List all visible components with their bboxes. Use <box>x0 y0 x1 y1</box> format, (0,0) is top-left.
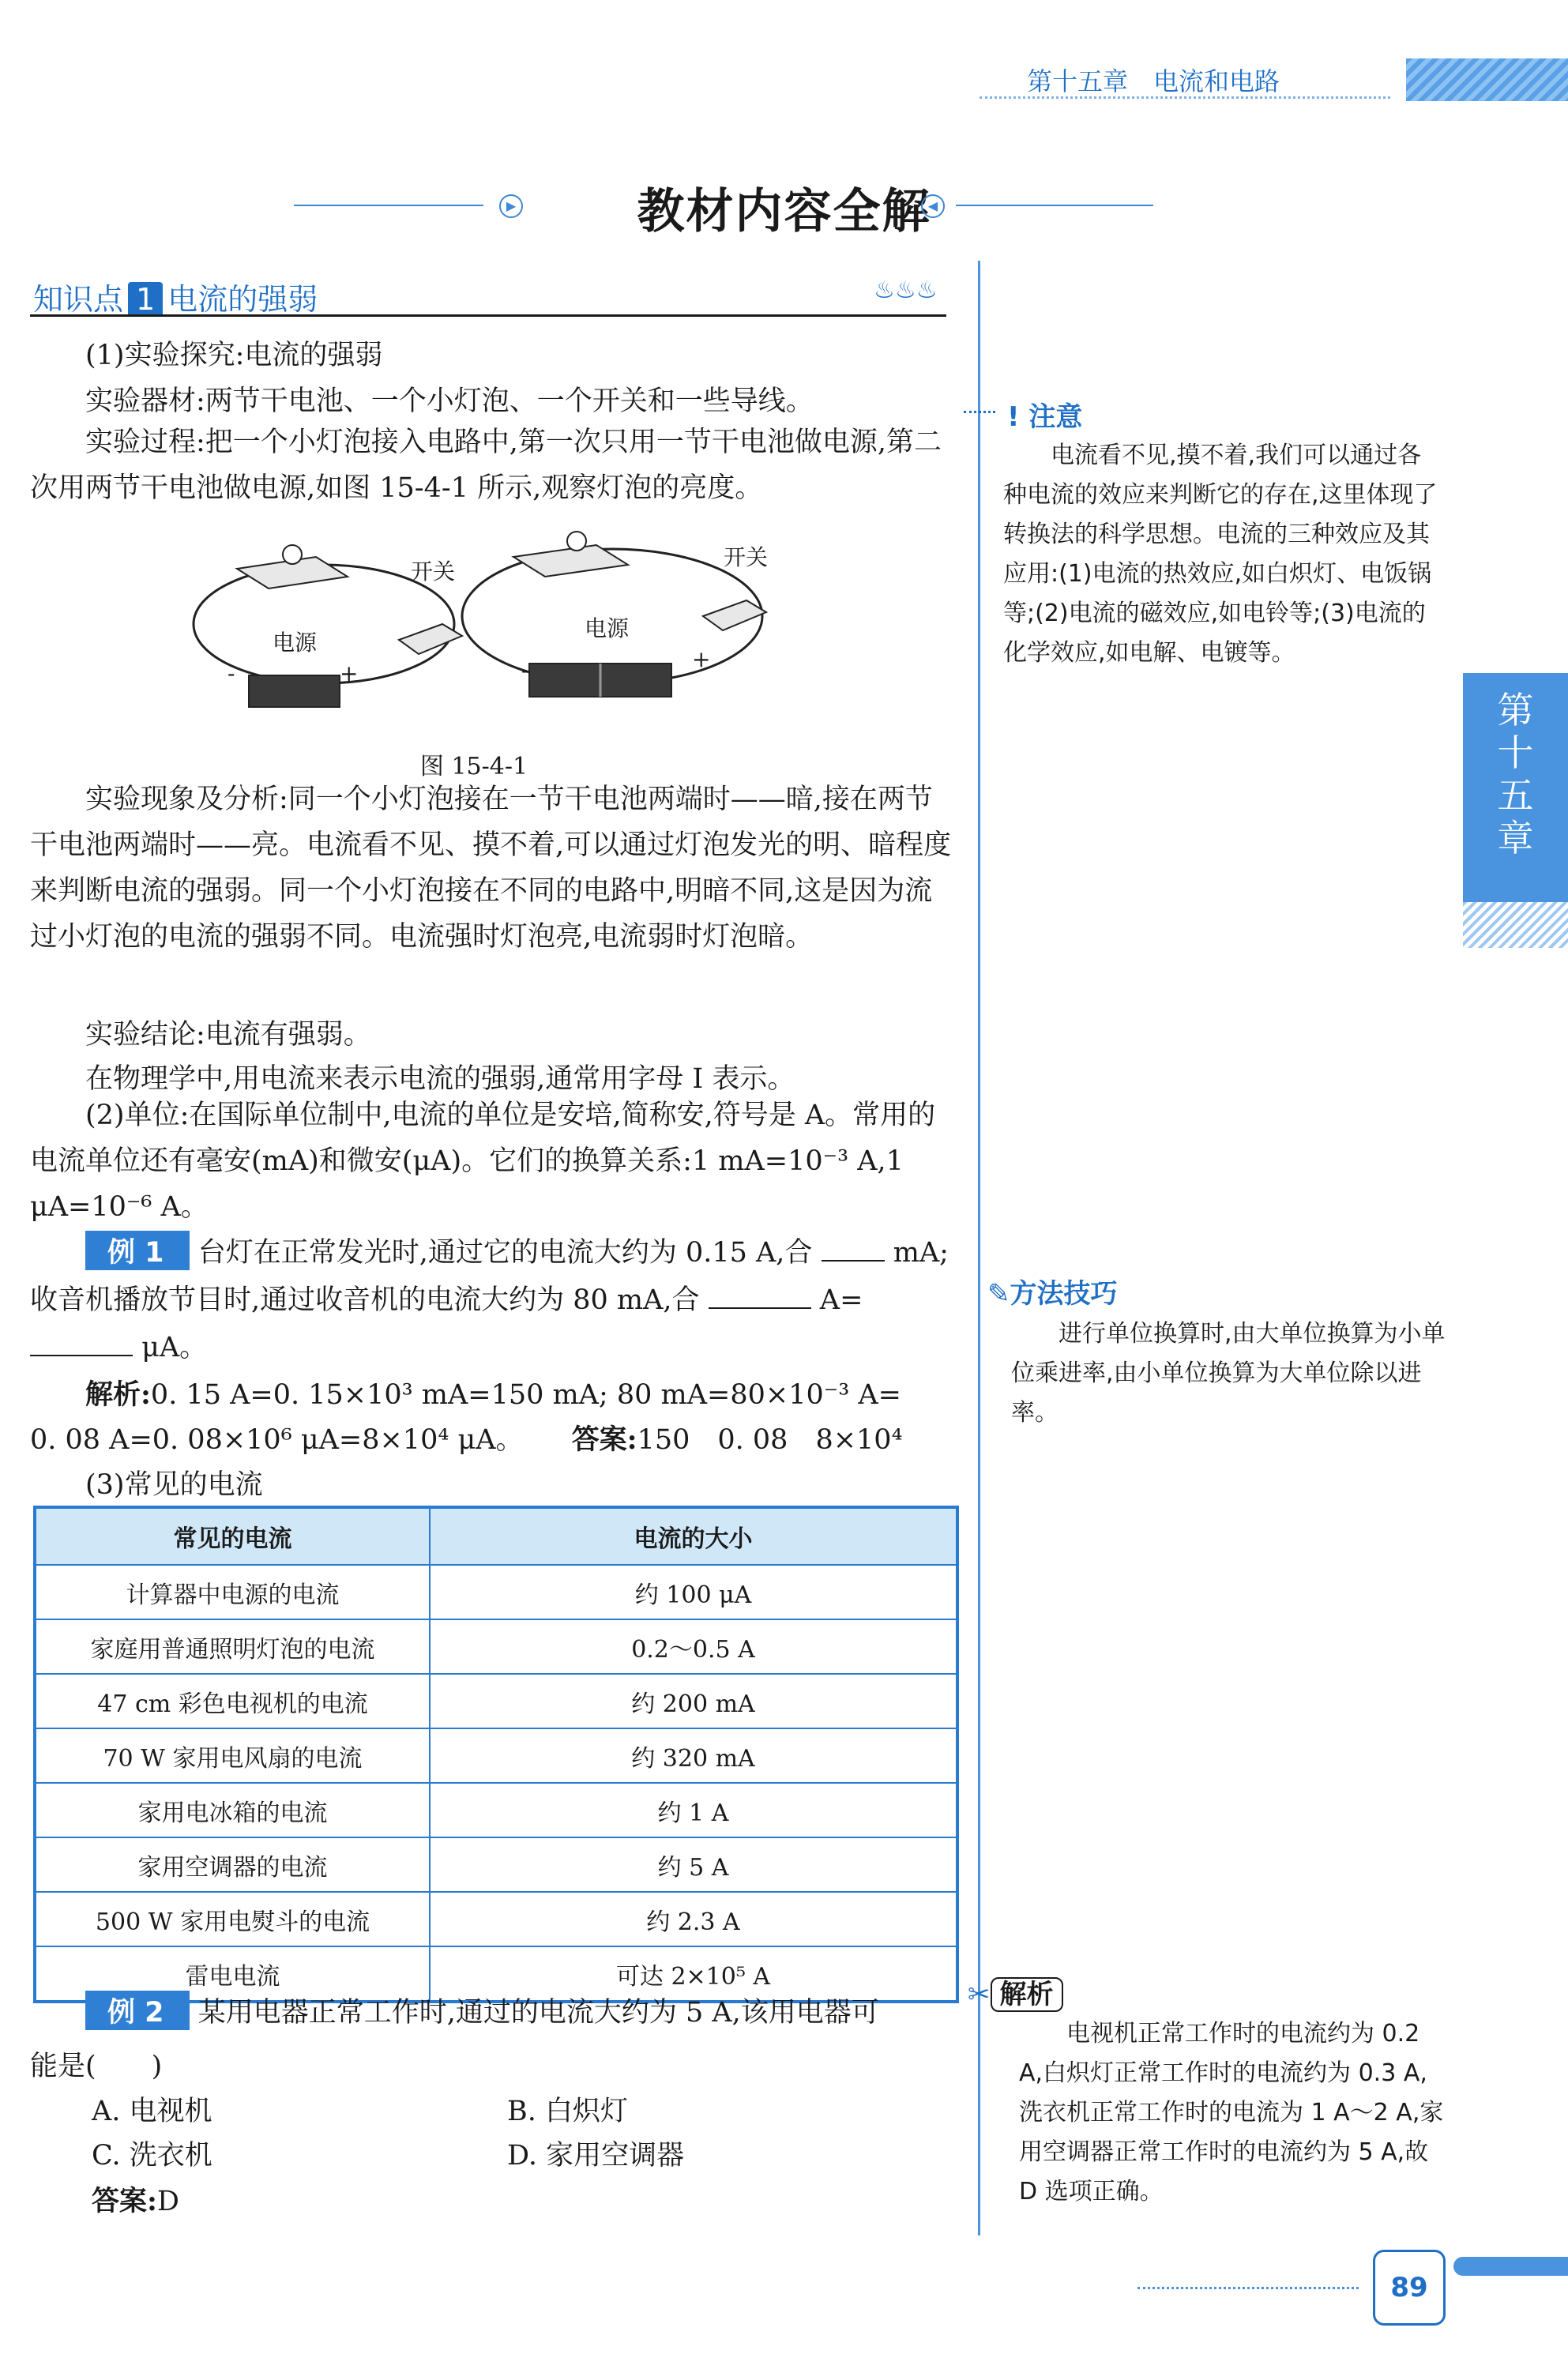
chapter-tab-hatch <box>1463 902 1568 948</box>
knowledge-point-prefix: 知识点 <box>33 282 124 317</box>
option-a[interactable]: A. 电视机 <box>92 2096 212 2127</box>
table-cell: 家用空调器的电流 <box>35 1837 430 1892</box>
bulb-1-icon <box>283 545 302 564</box>
table-cell: 约 1 A <box>430 1783 957 1837</box>
table-cell: 约 2.3 A <box>430 1892 957 1946</box>
table-header-row <box>35 1507 957 1565</box>
example-2-answer <box>92 2179 179 2219</box>
table-cell: 70 W 家用电风扇的电流 <box>35 1728 430 1783</box>
table-cell: 家用电冰箱的电流 <box>35 1783 430 1837</box>
table-cell: 47 cm 彩色电视机的电流 <box>35 1674 430 1728</box>
section-3-heading: (3)常见的电流 <box>85 1469 263 1501</box>
example-1-text-c: 收音机播放节目时,通过收音机的电流大约为 80 mA,合 <box>30 1284 700 1316</box>
header-divider <box>980 96 1390 99</box>
answer-blank-3[interactable] <box>30 1355 133 1356</box>
answer-text: D <box>156 2186 179 2217</box>
experiment-procedure: 实验过程:把一个小灯泡接入电路中,第一次只用一节干电池做电源,第二次用两节干电池做电源,如图 15-4-1 所示,观察灯泡的亮度。 <box>30 427 942 504</box>
section-1-heading: (1)实验探究:电流的强弱 <box>85 340 383 371</box>
table-row <box>35 1892 957 1946</box>
example-1-text-a: 台灯在正常发光时,通过它的电流大约为 0.15 A,合 <box>197 1237 813 1269</box>
header-decoration <box>1406 58 1568 101</box>
source-label-2: 电源 <box>585 615 630 641</box>
note-pointer <box>964 411 995 413</box>
example-1-text-e: μA。 <box>141 1332 208 1363</box>
example-1-line-3 <box>30 1326 207 1365</box>
column-divider <box>978 261 980 2236</box>
table-cell: 雷电电流 <box>35 1946 430 2002</box>
example-2-badge: 例 2 <box>85 1991 190 2030</box>
option-d[interactable]: D. 家用空调器 <box>507 2140 685 2172</box>
scissors-icon: ✂ <box>968 1979 991 2010</box>
example-2-text-1: 某用电器正常工作时,通过的电流大约为 5 A,该用电器可 <box>197 1997 879 2029</box>
figure-caption: 图 15-4-1 <box>419 753 528 780</box>
switch-2-icon <box>703 600 766 630</box>
analysis-title-text: 解析 <box>991 1977 1063 2012</box>
option-b[interactable]: B. 白炽灯 <box>507 2096 628 2127</box>
solution-text-2: 0. 08 A=0. 08×10⁶ μA=8×10⁴ μA。 <box>30 1424 524 1456</box>
analysis-title <box>968 1972 1063 2011</box>
table-cell: 约 100 μA <box>430 1565 957 1619</box>
table-row <box>35 1619 957 1674</box>
flame-icon: ♨♨♨ <box>874 276 938 304</box>
footer-divider <box>1137 2287 1359 2289</box>
knowledge-point-name: 电流的强弱 <box>167 282 318 317</box>
circuit-figure <box>182 513 782 719</box>
table-cell: 可达 2×10⁵ A <box>430 1946 957 2002</box>
plus-label-2: + <box>692 646 711 672</box>
arrow-left-icon: ◀ <box>921 194 945 218</box>
example-1-line-2 <box>30 1278 863 1318</box>
experiment-analysis: 实验现象及分析:同一个小灯泡接在一节干电池两端时——暗,接在两节干电池两端时——亮。电流看不见、摸不着,可以通过灯泡发光的明、暗程度来判断电流的强弱。同一个小灯泡接在不同的电路中,明暗不同,这是因为流过小灯泡的电流的强弱不同。电流强时灯泡亮,电流弱时灯泡暗。 <box>30 784 952 953</box>
solution-label: 解析: <box>85 1378 151 1411</box>
footer-decoration <box>1453 2257 1568 2276</box>
table-header: 电流的大小 <box>430 1507 957 1565</box>
table-row <box>35 1837 957 1892</box>
option-c[interactable]: C. 洗衣机 <box>92 2140 212 2172</box>
pen-icon: ✎ <box>987 1278 1010 1310</box>
switch-label-2: 开关 <box>724 544 769 570</box>
table-cell: 约 320 mA <box>430 1728 957 1783</box>
example-2-question-line-1 <box>85 1991 879 2030</box>
unit-paragraph: (2)单位:在国际单位制中,电流的单位是安培,简称安,符号是 A。常用的电流单位还有毫安(mA)和微安(μA)。它们的换算关系:1 mA=10⁻³ A,1 μA=10⁻⁶ A。 <box>30 1100 936 1223</box>
chapter-header: 第十五章 电流和电路 <box>1027 66 1280 96</box>
current-symbol-text: 在物理学中,用电流来表示电流的强弱,通常用字母 I 表示。 <box>85 1063 795 1095</box>
example-1-text-b: mA; <box>893 1237 949 1269</box>
switch-1-icon <box>399 624 462 654</box>
solution-text-1: 0. 15 A=0. 15×10³ mA=150 mA; 80 mA=80×10⁻³ A= <box>150 1379 901 1411</box>
example-1-solution-2 <box>30 1418 903 1457</box>
source-label-1: 电源 <box>273 630 318 656</box>
note-text: 电流看不见,摸不着,我们可以通过各种电流的效应来判断它的存在,这里体现了转换法的科学思想。电流的三种效应及其应用:(1)电流的热效应,如白炽灯、电饭锅等;(2)电流的磁效应,如电铃等;(3)电流的化学效应,如电解、电镀等。 <box>1003 442 1438 667</box>
table-cell: 500 W 家用电熨斗的电流 <box>35 1892 430 1946</box>
table-row <box>35 1783 957 1837</box>
common-currents-table <box>33 1506 959 2003</box>
experiment-conclusion: 实验结论:电流有强弱。 <box>85 1019 371 1051</box>
battery-1-icon <box>249 675 340 707</box>
answer-blank-2[interactable] <box>709 1307 811 1309</box>
title-rule-right <box>956 205 1153 206</box>
plus-label-1: + <box>340 660 359 686</box>
table-cell: 约 5 A <box>430 1837 957 1892</box>
table-cell: 约 200 mA <box>430 1674 957 1728</box>
switch-label-1: 开关 <box>411 558 456 585</box>
table-cell: 0.2～0.5 A <box>430 1619 957 1674</box>
example-2-question-line-2: 能是( ) <box>30 2051 163 2082</box>
page-title: 教材内容全解 <box>637 184 931 239</box>
method-title <box>987 1272 1118 1310</box>
table-row <box>35 1728 957 1783</box>
minus-label-1: - <box>227 660 235 686</box>
chapter-tab <box>1463 673 1568 902</box>
chapter-tab-text: 第十五章 <box>1497 689 1534 859</box>
method-title-text: 方法技巧 <box>1010 1278 1118 1310</box>
knowledge-point-heading <box>33 275 318 318</box>
answer-label: 答案: <box>92 2185 157 2217</box>
heading-underline <box>30 314 946 317</box>
page-number: 89 <box>1373 2250 1446 2326</box>
bulb-2-icon <box>567 532 586 551</box>
example-1-badge: 例 1 <box>85 1231 190 1270</box>
experiment-materials: 实验器材:两节干电池、一个小灯泡、一个开关和一些导线。 <box>85 385 814 417</box>
example-1-line-1 <box>85 1231 949 1270</box>
table-row <box>35 1565 957 1619</box>
example-1-solution-1 <box>85 1373 901 1412</box>
table-cell: 计算器中电源的电流 <box>35 1565 430 1619</box>
knowledge-point-number: 1 <box>128 282 163 317</box>
note-title: ! 注意 <box>1007 401 1083 433</box>
method-text: 进行单位换算时,由大单位换算为小单位乘进率,由小单位换算为大单位除以进率。 <box>1011 1320 1446 1427</box>
table-header: 常见的电流 <box>35 1507 430 1565</box>
answer-label: 答案: <box>571 1423 637 1456</box>
table-cell: 家庭用普通照明灯泡的电流 <box>35 1619 430 1674</box>
answer-blank-1[interactable] <box>822 1260 885 1262</box>
analysis-text: 电视机正常工作时的电流约为 0.2 A,白炽灯正常工作时的电流约为 0.3 A,洗衣机正常工作时的电流为 1 A～2 A,家用空调器正常工作时的电流约为 5 A,故 D 选项正确。 <box>1019 2020 1444 2205</box>
table-row <box>35 1674 957 1728</box>
minus-label-2: - <box>521 657 529 683</box>
example-1-text-d: A= <box>819 1284 863 1316</box>
answer-text: 150 0. 08 8×10⁴ <box>637 1424 903 1456</box>
arrow-right-icon: ▶ <box>499 194 523 218</box>
